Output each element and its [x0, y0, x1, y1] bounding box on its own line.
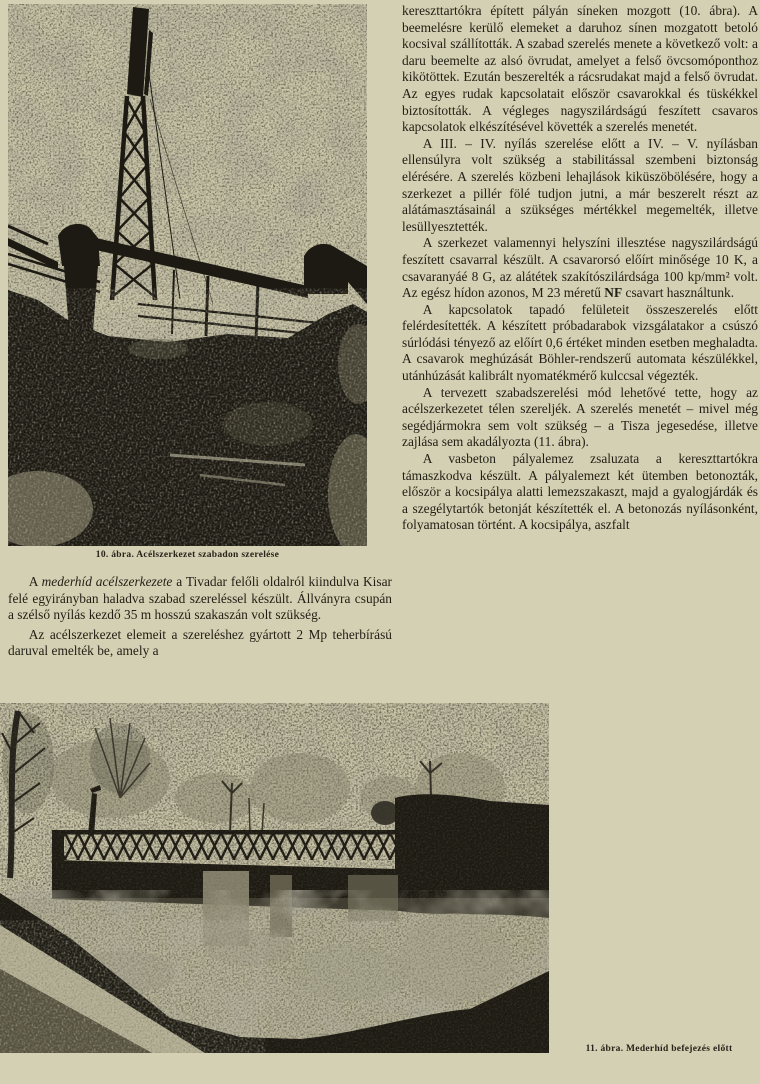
paragraph: A vasbeton pályalemez zsaluzata a kereszttartókra támaszkodva készült. A pályalemezt két ütemben betonozták, először a kocsipálya alatti lemezszakaszt, majd a gyalogjárdák és a szegélytartók betonját készítették el. A betonozás nyílásonként, folyamatosan történt. A kocsipálya, aszfalt	[402, 451, 758, 533]
figure-11-caption: 11. ábra. Mederhíd befejezés előtt	[585, 1044, 733, 1054]
paragraph	[402, 235, 758, 301]
paragraph-italic-text: mederhíd acélszerkezete	[41, 574, 173, 589]
paragraph-text: A szerkezet valamennyi helyszíni illesztése nagyszilárdságú feszített csavarral készült. A csavarorsó előírt minősége 10 K, a csavaranyáé 8 G, az alátétek szakítószilárdsága 100 kp/mm² volt. Az egész hídon azonos, M 23 méretű	[402, 235, 758, 301]
figure-10-photo	[8, 4, 367, 546]
figure-10-caption: 10. ábra. Acélszerkezet szabadon szerelése	[95, 550, 280, 560]
figure-11-photo-art	[0, 703, 549, 1053]
paragraph: kereszttartókra épített pályán síneken mozgott (10. ábra). A beemelésre kerülő elemeket a daruhoz sínen mozgatott betoló kocsival szállították. A szabad szerelés menete a következő volt: a daru beemelte az alsó övrudat, amelyet a felső övcsomóponthoz kikötöttek. Ezután beszerelték a rácsrudakat majd a felső övrudat. Az egyes rudak kapcsolatait először csavarokkal és tüskékkel biztosították. A végleges nagyszilárdságú feszített csavaros kapcsolatok elkészítésével követték a szerelés menetét.	[402, 3, 758, 135]
right-text-column	[402, 3, 758, 534]
figure-11-photo	[0, 703, 549, 1053]
paragraph-text: csavart használtunk.	[622, 285, 735, 301]
paragraph: Az acélszerkezet elemeit a szereléshez gyártott 2 Mp teherbírású daruval emelték be, amely a	[8, 626, 392, 659]
paragraph-bold-text: NF	[604, 285, 623, 301]
paragraph: A III. – IV. nyílás szerelése előtt a IV. – V. nyílásban ellensúlyra volt szükség a stabilitással szembeni biztonság elérésére. A szerelés közbeni lehajlások kiküszöbölésére, hogy a szerkezet a pillér fölé tudjon jutni, a már beszerelt részt az alátámasztásainál a szükséges mértékkel megemelték, illetve lesüllyesztették.	[402, 135, 758, 234]
paragraph	[8, 574, 392, 624]
paragraph: A kapcsolatok tapadó felületeit összeszerelés előtt felérdesítették. A készített próbadarabok vizsgálatakor a csúszó súrlódási tényező az előírt 0,6 értéket minden esetben meghaladta. A csavarok meghúzását Böhler-rendszerű automata készülékkel, utánhúzását kalibrált nyomatékmérő kulccsal végezték.	[402, 301, 758, 384]
figure-10-photo-art	[8, 4, 367, 546]
paragraph-text: A	[28, 574, 42, 589]
left-text-column	[8, 574, 392, 660]
photo11-grain-overlay	[0, 703, 549, 1053]
paragraph: A tervezett szabadszerelési mód lehetővé tette, hogy az acélszerkezetet télen szereljék. A szerelés menetét – mivel még segédjármokra sem volt szükség – a Tisza jegesedése, illetve zajlása sem akadályozta (11. ábra).	[402, 384, 758, 450]
photo10-dark-foreground	[8, 290, 367, 546]
paragraph-text: a Tivadar felőli oldalról kiindulva Kisar felé egyirányban haladva szabad szereléssel készült. Állványra csupán a szélső nyílás kezdő 35 m hosszú szakaszán volt szükség.	[8, 574, 392, 623]
